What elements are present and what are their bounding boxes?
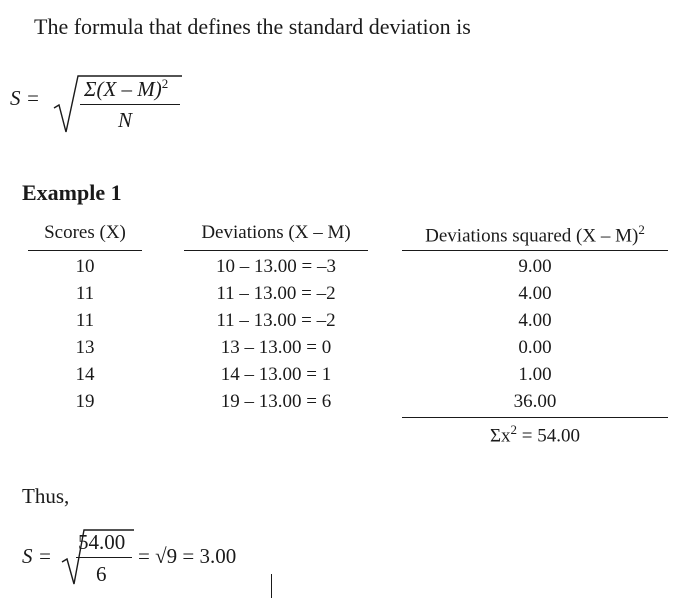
result-denominator: 6 [96,562,107,586]
cell-score: 14 [75,364,95,385]
cell-deviation: 13 – 13.00 = 0 [220,337,332,358]
col-header-squared-text: Deviations squared (X – M) [425,225,639,247]
cell-score: 11 [75,283,95,304]
cell-squared: 0.00 [518,337,552,358]
cell-squared: 4.00 [518,283,552,304]
cell-deviation: 10 – 13.00 = –3 [216,256,336,277]
formula-fraction-bar [80,104,180,105]
header-rule-squared [402,250,668,251]
sum-total [404,422,666,447]
cell-score: 10 [75,256,95,277]
sum-value: = 54.00 [521,425,581,447]
cell-deviation: 19 – 13.00 = 6 [220,391,332,412]
example-heading: Example 1 [22,180,122,205]
header-rule-scores [28,250,142,251]
cell-squared: 9.00 [518,256,552,277]
cell-squared: 1.00 [518,364,552,385]
formula-numerator-expr: Σ(X – M) [84,77,162,101]
header-rule-deviations [184,250,368,251]
cell-squared: 36.00 [513,391,557,412]
result-numerator: 54.00 [78,530,126,554]
cell-deviation: 14 – 13.00 = 1 [220,364,332,385]
formula-lhs: S = [10,86,40,110]
cell-deviation: 11 – 13.00 = –2 [216,310,336,331]
formula-numerator-exponent: 2 [161,76,169,91]
col-header-scores: Scores (X) [44,222,126,243]
result-rhs: = √9 = 3.00 [138,544,237,568]
formula-denominator: N [118,108,133,132]
col-header-squared-exponent: 2 [638,222,645,237]
cell-score: 13 [75,337,95,358]
result-lhs: S = [22,544,52,568]
cell-score: 19 [75,391,95,412]
col-header-squared [404,222,666,247]
cell-score: 11 [75,310,95,331]
text-cursor [271,574,272,598]
result-fraction-bar [76,557,132,558]
formula-numerator [84,76,168,102]
sum-exponent: 2 [510,422,518,437]
thus-text: Thus, [22,484,70,508]
col-header-deviations: Deviations (X – M) [201,222,351,243]
intro-text: The formula that defines the standard deviation is [34,14,471,39]
cell-squared: 4.00 [518,310,552,331]
cell-deviation: 11 – 13.00 = –2 [216,283,336,304]
sum-label: Σx [489,425,511,447]
sum-rule [402,417,668,418]
